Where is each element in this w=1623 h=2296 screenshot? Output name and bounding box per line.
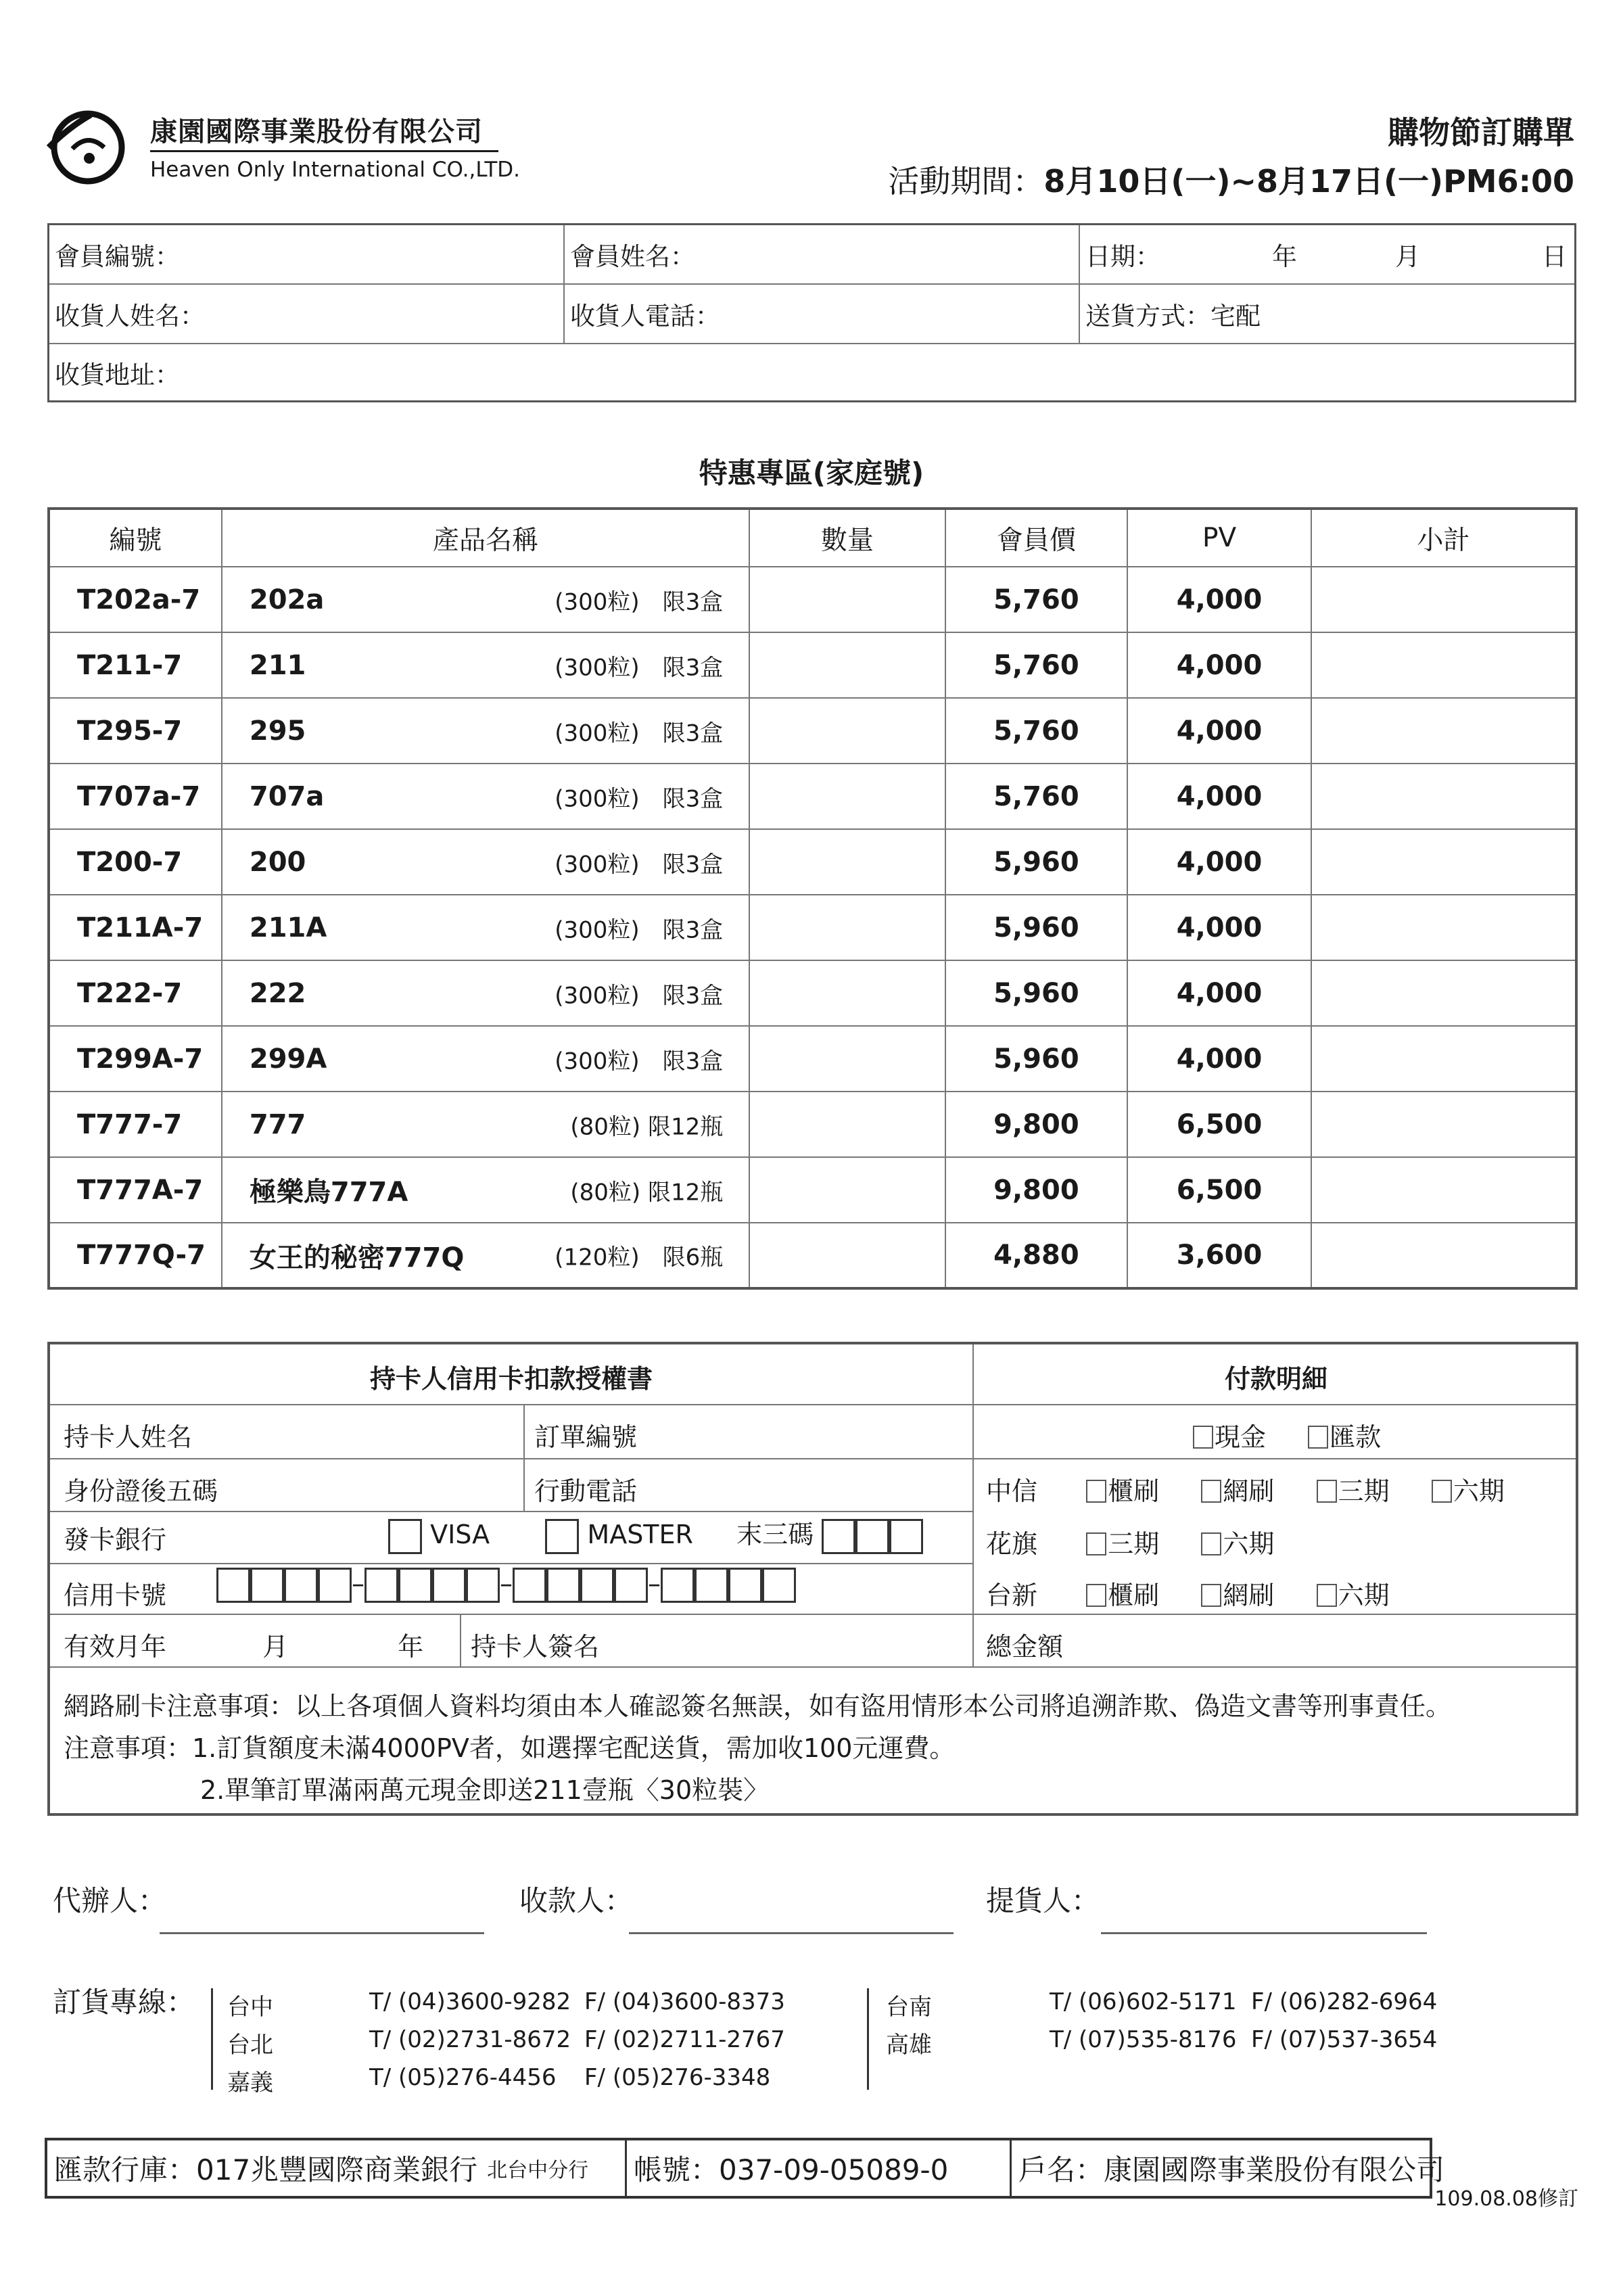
contact-taipei-tel: T/ (02)2731-8672 <box>369 2026 571 2053</box>
product-name-cell <box>222 1223 749 1288</box>
cash-checkbox[interactable] <box>1193 1426 1213 1449</box>
contact-taipei-fax: F/ (02)2711-2767 <box>584 2026 785 2053</box>
card-brand-options <box>388 1514 923 1554</box>
pv-value: 4,000 <box>1127 960 1311 1026</box>
expiry-year: 年 <box>398 1632 424 1662</box>
member-price: 5,760 <box>945 632 1128 698</box>
card-digit-box[interactable] <box>364 1568 398 1603</box>
bank-branch: 北台中分行 <box>487 2159 589 2182</box>
member-price: 5,960 <box>945 960 1128 1026</box>
online-label: 網刷 <box>1223 1580 1275 1610</box>
qty-input[interactable] <box>749 1157 945 1223</box>
pickup-label: 提貨人： <box>986 1884 1100 1917</box>
contact-chiayi-fax: F/ (05)276-3348 <box>584 2064 771 2091</box>
card-digit-box[interactable] <box>318 1568 352 1603</box>
qty-input[interactable] <box>749 1092 945 1157</box>
subtotal-input[interactable] <box>1311 698 1576 764</box>
card-digit-box[interactable] <box>728 1568 762 1603</box>
member-price: 5,960 <box>945 829 1128 895</box>
product-name: 295 <box>249 715 306 747</box>
pv-value: 4,000 <box>1127 1026 1311 1092</box>
event-period-value: 8月10日(一)~8月17日(一)PM6:00 <box>1043 163 1574 200</box>
master-label: MASTER <box>587 1520 693 1549</box>
date-month: 月 <box>1395 242 1420 271</box>
member-price: 5,760 <box>945 698 1128 764</box>
product-spec: (300粒) 限3盒 <box>555 720 724 747</box>
table-row <box>49 960 1576 1026</box>
subtotal-input[interactable] <box>1311 1092 1576 1157</box>
mobile-field[interactable]: 行動電話 <box>534 1476 638 1506</box>
product-table <box>47 507 1578 1290</box>
card-digit-box[interactable] <box>546 1568 580 1603</box>
qty-input[interactable] <box>749 632 945 698</box>
member-price: 5,760 <box>945 567 1128 632</box>
product-code: T777Q-7 <box>49 1223 222 1288</box>
member-price: 9,800 <box>945 1092 1128 1157</box>
bank1-options <box>986 1470 1505 1507</box>
pv-value: 4,000 <box>1127 895 1311 960</box>
visa-label: VISA <box>430 1520 490 1549</box>
member-price: 5,960 <box>945 895 1128 960</box>
qty-input[interactable] <box>749 567 945 632</box>
subtotal-input[interactable] <box>1311 764 1576 829</box>
shipping-note: 注意事項：1.訂貨額度未滿4000PV者，如選擇宅配送貨，需加收100元運費。 <box>64 1733 956 1763</box>
contact-kaohsiung-tel: T/ (07)535-8176 <box>1050 2026 1237 2053</box>
table-row <box>49 567 1576 632</box>
product-name-cell <box>222 1157 749 1223</box>
product-spec: (300粒) 限3盒 <box>555 1048 724 1075</box>
date-label: 日期： <box>1085 242 1160 271</box>
table-row <box>49 764 1576 829</box>
member-no-field[interactable]: 會員編號： <box>55 242 180 271</box>
product-name-cell <box>222 829 749 895</box>
id-last5-field[interactable]: 身份證後五碼 <box>64 1476 218 1506</box>
signature-field[interactable]: 持卡人簽名 <box>471 1632 600 1662</box>
product-spec: (80粒) 限12瓶 <box>570 1179 724 1206</box>
card-digit-box[interactable] <box>695 1568 728 1603</box>
bank3-label: 台新 <box>986 1580 1038 1610</box>
qty-input[interactable] <box>749 1223 945 1288</box>
subtotal-input[interactable] <box>1311 1157 1576 1223</box>
card-digit-box[interactable] <box>513 1568 546 1603</box>
col-subtotal: 小計 <box>1311 509 1576 567</box>
product-code: T299A-7 <box>49 1026 222 1092</box>
qty-input[interactable] <box>749 895 945 960</box>
last3-label: 末三碼 <box>736 1520 814 1549</box>
pv-value: 6,500 <box>1127 1157 1311 1223</box>
col-code: 編號 <box>49 509 222 567</box>
company-name-zh: 康園國際事業股份有限公司 <box>150 116 483 147</box>
contact-taichung-city: 台中 <box>227 1994 273 2021</box>
product-spec: (80粒) 限12瓶 <box>570 1113 724 1140</box>
contact-kaohsiung-fax: F/ (07)537-3654 <box>1251 2026 1438 2053</box>
form-title: 購物節訂購單 <box>1388 114 1574 151</box>
product-spec: (300粒) 限3盒 <box>555 654 724 681</box>
six-label: 六期 <box>1338 1580 1390 1610</box>
qty-input[interactable] <box>749 960 945 1026</box>
card-no-dash: – <box>648 1568 661 1599</box>
col-pv: PV <box>1127 509 1311 567</box>
bank-name <box>47 2140 625 2196</box>
table-row <box>49 829 1576 895</box>
product-name: 707a <box>249 780 325 812</box>
company-divider <box>150 150 498 152</box>
product-name: 極樂鳥777A <box>249 1177 408 1208</box>
col-qty: 數量 <box>749 509 945 567</box>
col-name: 產品名稱 <box>222 509 749 567</box>
payee-label: 收款人： <box>519 1884 634 1917</box>
product-name-cell <box>222 1092 749 1157</box>
bank1-label: 中信 <box>986 1476 1038 1506</box>
qty-input[interactable] <box>749 764 945 829</box>
six-label: 六期 <box>1223 1529 1275 1559</box>
bank1-six-checkbox[interactable] <box>1432 1480 1452 1503</box>
card-digit-box[interactable] <box>661 1568 695 1603</box>
recipient-name-field[interactable]: 收貨人姓名： <box>55 302 205 331</box>
event-period <box>888 157 1574 202</box>
table-row <box>49 1026 1576 1092</box>
table-row <box>49 1092 1576 1157</box>
col-price: 會員價 <box>945 509 1128 567</box>
member-price: 5,760 <box>945 764 1128 829</box>
six-label: 六期 <box>1453 1476 1505 1506</box>
product-code: T202a-7 <box>49 567 222 632</box>
card-no-dash: – <box>500 1568 513 1599</box>
member-name-field[interactable]: 會員姓名： <box>570 242 695 271</box>
product-name: 211 <box>249 649 306 681</box>
card-digit-box[interactable] <box>398 1568 432 1603</box>
product-spec: (300粒) 限3盒 <box>555 588 724 615</box>
visa-checkbox[interactable] <box>388 1519 422 1554</box>
section-title: 特惠專區(家庭號) <box>699 456 924 490</box>
product-code: T707a-7 <box>49 764 222 829</box>
pv-value: 4,000 <box>1127 567 1311 632</box>
contact-taichung-tel: T/ (04)3600-9282 <box>369 1988 571 2015</box>
online-label: 網刷 <box>1223 1476 1275 1506</box>
subtotal-input[interactable] <box>1311 567 1576 632</box>
agent-label: 代辦人： <box>53 1884 167 1917</box>
order-hotline-label: 訂貨專線： <box>53 1986 195 2019</box>
payment-section <box>47 1342 1578 1816</box>
product-name: 777 <box>249 1108 306 1140</box>
expiry-label: 有效月年 <box>64 1632 167 1662</box>
event-period-label: 活動期間： <box>888 163 1044 200</box>
online-payment-note: 網路刷卡注意事項：以上各項個人資料均須由本人確認簽名無誤，如有盜用情形本公司將追溯詐欺、偽造文書等刑事責任。 <box>64 1691 1452 1721</box>
product-name: 299A <box>249 1043 327 1075</box>
cardholder-name-field[interactable]: 持卡人姓名 <box>64 1422 193 1452</box>
table-row <box>49 895 1576 960</box>
product-name: 222 <box>249 977 306 1009</box>
pv-value: 4,000 <box>1127 698 1311 764</box>
delivery-method: 送貨方式：宅配 <box>1085 302 1261 331</box>
last3-box[interactable] <box>822 1519 855 1554</box>
order-no-field[interactable]: 訂單編號 <box>534 1422 638 1452</box>
product-code: T211A-7 <box>49 895 222 960</box>
table-header-row <box>49 509 1576 567</box>
product-name-cell <box>222 960 749 1026</box>
product-code: T777A-7 <box>49 1157 222 1223</box>
counter-label: 櫃刷 <box>1108 1476 1160 1506</box>
contact-tainan-city: 台南 <box>886 1994 932 2021</box>
product-spec: (300粒) 限3盒 <box>555 851 724 878</box>
card-no-dash: – <box>352 1568 364 1599</box>
date-field[interactable] <box>1080 225 1574 283</box>
card-digit-box[interactable] <box>284 1568 318 1603</box>
pv-value: 4,000 <box>1127 764 1311 829</box>
member-price: 5,960 <box>945 1026 1128 1092</box>
table-row <box>49 1223 1576 1288</box>
bank3-counter-checkbox[interactable] <box>1086 1584 1106 1607</box>
product-name-cell <box>222 764 749 829</box>
expiry-month: 月 <box>262 1632 289 1662</box>
pv-value: 4,000 <box>1127 632 1311 698</box>
bank-account: 帳號：037-09-05089-0 <box>634 2153 949 2186</box>
member-info-box <box>47 223 1576 402</box>
three-label: 三期 <box>1338 1476 1390 1506</box>
subtotal-input[interactable] <box>1311 1026 1576 1092</box>
remit-checkbox[interactable] <box>1308 1426 1328 1449</box>
last3-box[interactable] <box>889 1519 923 1554</box>
table-row <box>49 698 1576 764</box>
contact-chiayi-tel: T/ (05)276-4456 <box>369 2064 557 2091</box>
card-digit-box[interactable] <box>580 1568 614 1603</box>
contact-chiayi-city: 嘉義 <box>227 2069 273 2096</box>
member-price: 9,800 <box>945 1157 1128 1223</box>
subtotal-input[interactable] <box>1311 1223 1576 1288</box>
counter-label: 櫃刷 <box>1108 1580 1160 1610</box>
pickup-signature-line[interactable] <box>1101 1932 1427 1934</box>
subtotal-input[interactable] <box>1311 829 1576 895</box>
qty-input[interactable] <box>749 829 945 895</box>
total-amount-field[interactable]: 總金額 <box>986 1632 1064 1662</box>
payee-signature-line[interactable] <box>629 1932 954 1934</box>
bank1-three-checkbox[interactable] <box>1317 1480 1337 1503</box>
bank3-options <box>986 1574 1390 1612</box>
pv-value: 3,600 <box>1127 1223 1311 1288</box>
card-digit-box[interactable] <box>466 1568 500 1603</box>
payment-type-options <box>1193 1416 1381 1453</box>
contact-taichung-fax: F/ (04)3600-8373 <box>584 1988 785 2015</box>
product-spec: (300粒) 限3盒 <box>555 982 724 1009</box>
product-code: T777-7 <box>49 1092 222 1157</box>
product-code: T211-7 <box>49 632 222 698</box>
company-logo <box>42 100 130 188</box>
product-spec: (120粒) 限6瓶 <box>555 1244 724 1271</box>
pv-value: 6,500 <box>1127 1092 1311 1157</box>
expiry-field[interactable] <box>64 1626 423 1663</box>
product-spec: (300粒) 限3盒 <box>555 785 724 812</box>
product-code: T222-7 <box>49 960 222 1026</box>
product-name-cell <box>222 698 749 764</box>
card-no-label: 信用卡號 <box>64 1580 167 1610</box>
product-spec: (300粒) 限3盒 <box>555 916 724 943</box>
qty-input[interactable] <box>749 1026 945 1092</box>
master-checkbox[interactable] <box>545 1519 579 1554</box>
product-name-cell <box>222 567 749 632</box>
remit-label: 匯款 <box>1330 1422 1382 1452</box>
bank1-counter-checkbox[interactable] <box>1086 1480 1106 1503</box>
bank2-six-checkbox[interactable] <box>1201 1532 1221 1555</box>
date-year: 年 <box>1272 242 1297 271</box>
bank2-label: 花旗 <box>986 1529 1038 1559</box>
card-digit-box[interactable] <box>432 1568 466 1603</box>
auth-title: 持卡人信用卡扣款授權書 <box>369 1364 653 1394</box>
product-name-cell <box>222 632 749 698</box>
gift-note: 2.單筆訂單滿兩萬元現金即送211壹瓶〈30粒裝〉 <box>200 1775 770 1805</box>
table-row <box>49 632 1576 698</box>
card-digit-box[interactable] <box>614 1568 648 1603</box>
contact-taipei-city: 台北 <box>227 2032 273 2059</box>
product-code: T295-7 <box>49 698 222 764</box>
address-field[interactable]: 收貨地址： <box>55 360 180 390</box>
company-name-en: Heaven Only International CO.,LTD. <box>150 158 521 182</box>
card-digit-box[interactable] <box>216 1568 250 1603</box>
product-name-cell <box>222 1026 749 1092</box>
product-code: T200-7 <box>49 829 222 895</box>
table-row <box>49 1157 1576 1223</box>
contact-tainan-tel: T/ (06)602-5171 <box>1050 1988 1237 2015</box>
pv-value: 4,000 <box>1127 829 1311 895</box>
product-name: 200 <box>249 846 306 878</box>
last3-box[interactable] <box>855 1519 889 1554</box>
three-label: 三期 <box>1108 1529 1160 1559</box>
subtotal-input[interactable] <box>1311 632 1576 698</box>
card-digit-box[interactable] <box>250 1568 284 1603</box>
subtotal-input[interactable] <box>1311 960 1576 1026</box>
revision-date: 109.08.08修訂 <box>1434 2187 1578 2211</box>
bank2-options <box>986 1523 1274 1560</box>
qty-input[interactable] <box>749 698 945 764</box>
payment-detail-title: 付款明細 <box>1224 1364 1327 1394</box>
date-day: 日 <box>1542 242 1567 271</box>
card-no-boxes <box>216 1568 796 1603</box>
bank1-online-checkbox[interactable] <box>1201 1480 1221 1503</box>
cash-label: 現金 <box>1215 1422 1267 1452</box>
bank-info-bar <box>45 2138 1445 2199</box>
contact-kaohsiung-city: 高雄 <box>886 2032 932 2059</box>
bank-label: 匯款行庫：017兆豐國際商業銀行 <box>54 2153 478 2186</box>
member-price: 4,880 <box>945 1223 1128 1288</box>
product-name: 女王的秘密777Q <box>249 1242 465 1273</box>
bank2-three-checkbox[interactable] <box>1086 1532 1106 1555</box>
product-name-cell <box>222 895 749 960</box>
issuing-bank-field[interactable]: 發卡銀行 <box>64 1525 167 1555</box>
subtotal-input[interactable] <box>1311 895 1576 960</box>
agent-signature-line[interactable] <box>160 1932 484 1934</box>
product-name: 202a <box>249 584 325 615</box>
bank3-online-checkbox[interactable] <box>1201 1584 1221 1607</box>
contact-tainan-fax: F/ (06)282-6964 <box>1251 1988 1438 2015</box>
recipient-phone-field[interactable]: 收貨人電話： <box>570 302 720 331</box>
account-holder: 戶名：康園國際事業股份有限公司 <box>1018 2153 1445 2186</box>
product-name: 211A <box>249 912 327 943</box>
card-digit-box[interactable] <box>762 1568 796 1603</box>
bank3-six-checkbox[interactable] <box>1317 1584 1337 1607</box>
